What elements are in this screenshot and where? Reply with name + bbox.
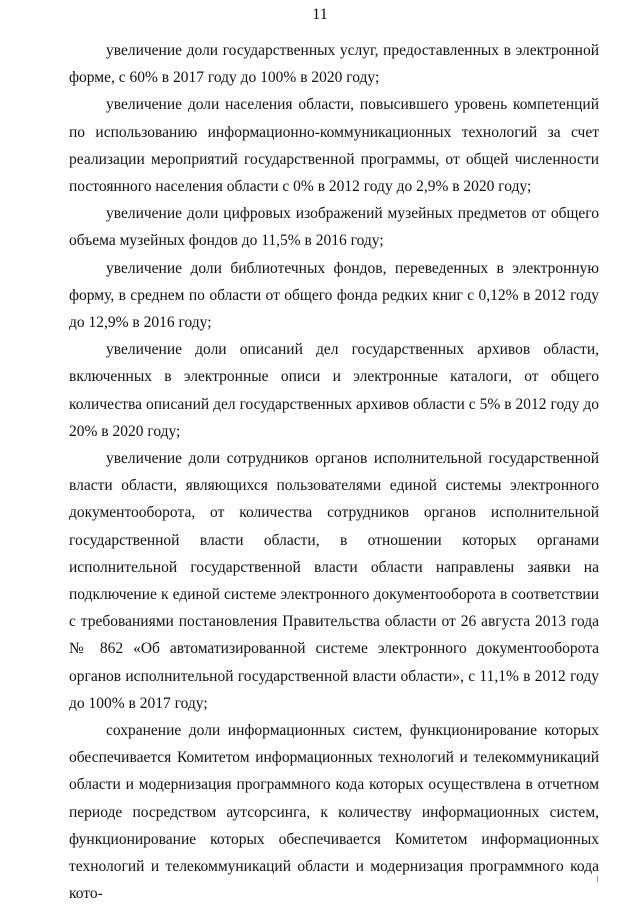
- scan-margin-mark: [597, 876, 598, 882]
- paragraph-library-funds: увеличение доли библиотечных фондов, переведенных в электронную форму, в среднем по области от общего фонда редких книг с 0,12% в 2012 году до 12,9% в 2016 году;: [69, 259, 599, 332]
- paragraph-museum-images: увеличение доли цифровых изображений музейных предметов от общего объема музейных фондов до 11,5% в 2016 году;: [69, 205, 599, 250]
- paragraph-ict-competence: увеличение доли населения области, повысившего уровень компетенций по использованию информационно-коммуникационных технологий за счет реализации мероприятий государственной программы, от общей численности постоянного населения области с 0% в 2012 году до 2,9% в 2020 году;: [69, 96, 599, 196]
- paragraph-archive-descriptions: увеличение доли описаний дел государственных архивов области, включенных в электронные описи и электронные каталоги, от общего количества описаний дел государственных архивов области с 5% в 2012 году до 20% в 2020 году;: [69, 341, 599, 440]
- page-number: 11: [312, 6, 328, 23]
- paragraph-electronic-services: увеличение доли государственных услуг, предоставленных в электронной форме, с 60% в 2017 году до 100% в 2020 году;: [69, 42, 599, 87]
- document-body: [69, 37, 599, 908]
- paragraph-information-systems: сохранение доли информационных систем, функционирование которых обеспечивается Комитетом информационных технологий и телекоммуникаций области и модернизация программного кода которых осуществлена в отчетном периоде посредством аутсорсинга, к количеству информационных систем, функционирование которых обеспечивается Комитетом информационных технологий и телекоммуникаций области и модернизация программного кода кото-: [69, 722, 599, 903]
- paragraph-document-management: увеличение доли сотрудников органов исполнительной государственной власти области, являющихся пользователями единой системы электронного документооборота, от количества сотрудников органов исполнительной государственной власти области, в отношении которых органами исполнительной государственной власти области направлены заявки на подключение к единой системе электронного документооборота в соответствии с требованиями постановления Правительства области от 26 августа 2013 года № 862 «Об автоматизированной системе электронного документооборота органов исполнительной государственной власти области», с 11,1% в 2012 году до 100% в 2017 году;: [69, 450, 599, 712]
